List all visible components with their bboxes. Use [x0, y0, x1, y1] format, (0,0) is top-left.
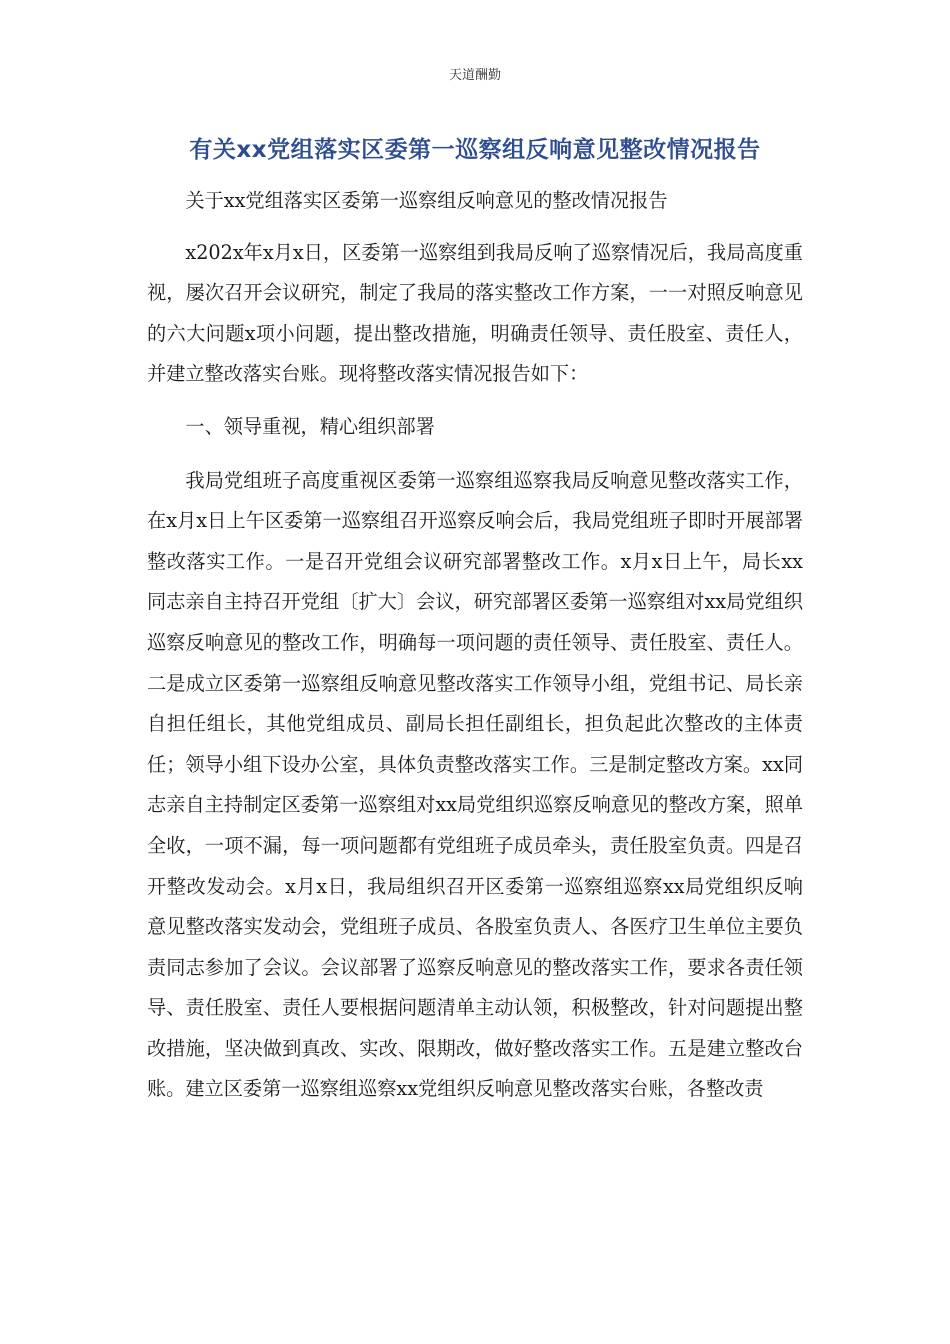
document-body: [147, 181, 803, 1110]
page-header: 天道酬勤: [448, 68, 501, 83]
document-title: 有关xx党组落实区委第一巡察组反响意见整改情况报告: [189, 137, 761, 163]
body-paragraph: 我局党组班子高度重视区委第一巡察组巡察我局反响意见整改落实工作，在x月x日上午区委第一巡察组召开巡察反响会后，我局党组班子即时开展部署整改落实工作。一是召开党组会议研究部署整改工作。x月x日上午，局长xx同志亲自主持召开党组〔扩大〕会议，研究部署区委第一巡察组对xx局党组织巡察反响意见的整改工作，明确每一项问题的责任领导、责任股室、责任人。二是成立区委第一巡察组反响意见整改落实工作领导小组，党组书记、局长亲自担任组长，其他党组成员、副局长担任副组长，担负起此次整改的主体责任；领导小组下设办公室，具体负责整改落实工作。三是制定整改方案。xx同志亲自主持制定区委第一巡察组对xx局党组织巡察反响意见的整改方案，照单全收，一项不漏，每一项问题都有党组班子成员牵头，责任股室负责。四是召开整改发动会。x月x日，我局组织召开区委第一巡察组巡察xx局党组织反响意见整改落实发动会，党组班子成员、各股室负责人、各医疗卫生单位主要负责同志参加了会议。会议部署了巡察反响意见的整改落实工作，要求各责任领导、责任股室、责任人要根据问题清单主动认领，积极整改，针对问题提出整改措施，坚决做到真改、实改、限期改，做好整改落实工作。五是建立整改台账。建立区委第一巡察组巡察xx党组织反响意见整改落实台账，各整改责: [147, 468, 803, 1101]
section-heading: 一、领导重视，精心组织部署: [185, 414, 435, 438]
document-subtitle: 关于xx党组落实区委第一巡察组反响意见的整改情况报告: [185, 189, 668, 212]
intro-paragraph: x202x年x月x日，区委第一巡察组到我局反响了巡察情况后，我局高度重视，屡次召开会议研究，制定了我局的落实整改工作方案，一一对照反响意见的六大问题x项小问题，提出整改措施，明确责任领导、责任股室、责任人，并建立整改落实台账。现将整改落实情况报告如下：: [147, 240, 803, 386]
